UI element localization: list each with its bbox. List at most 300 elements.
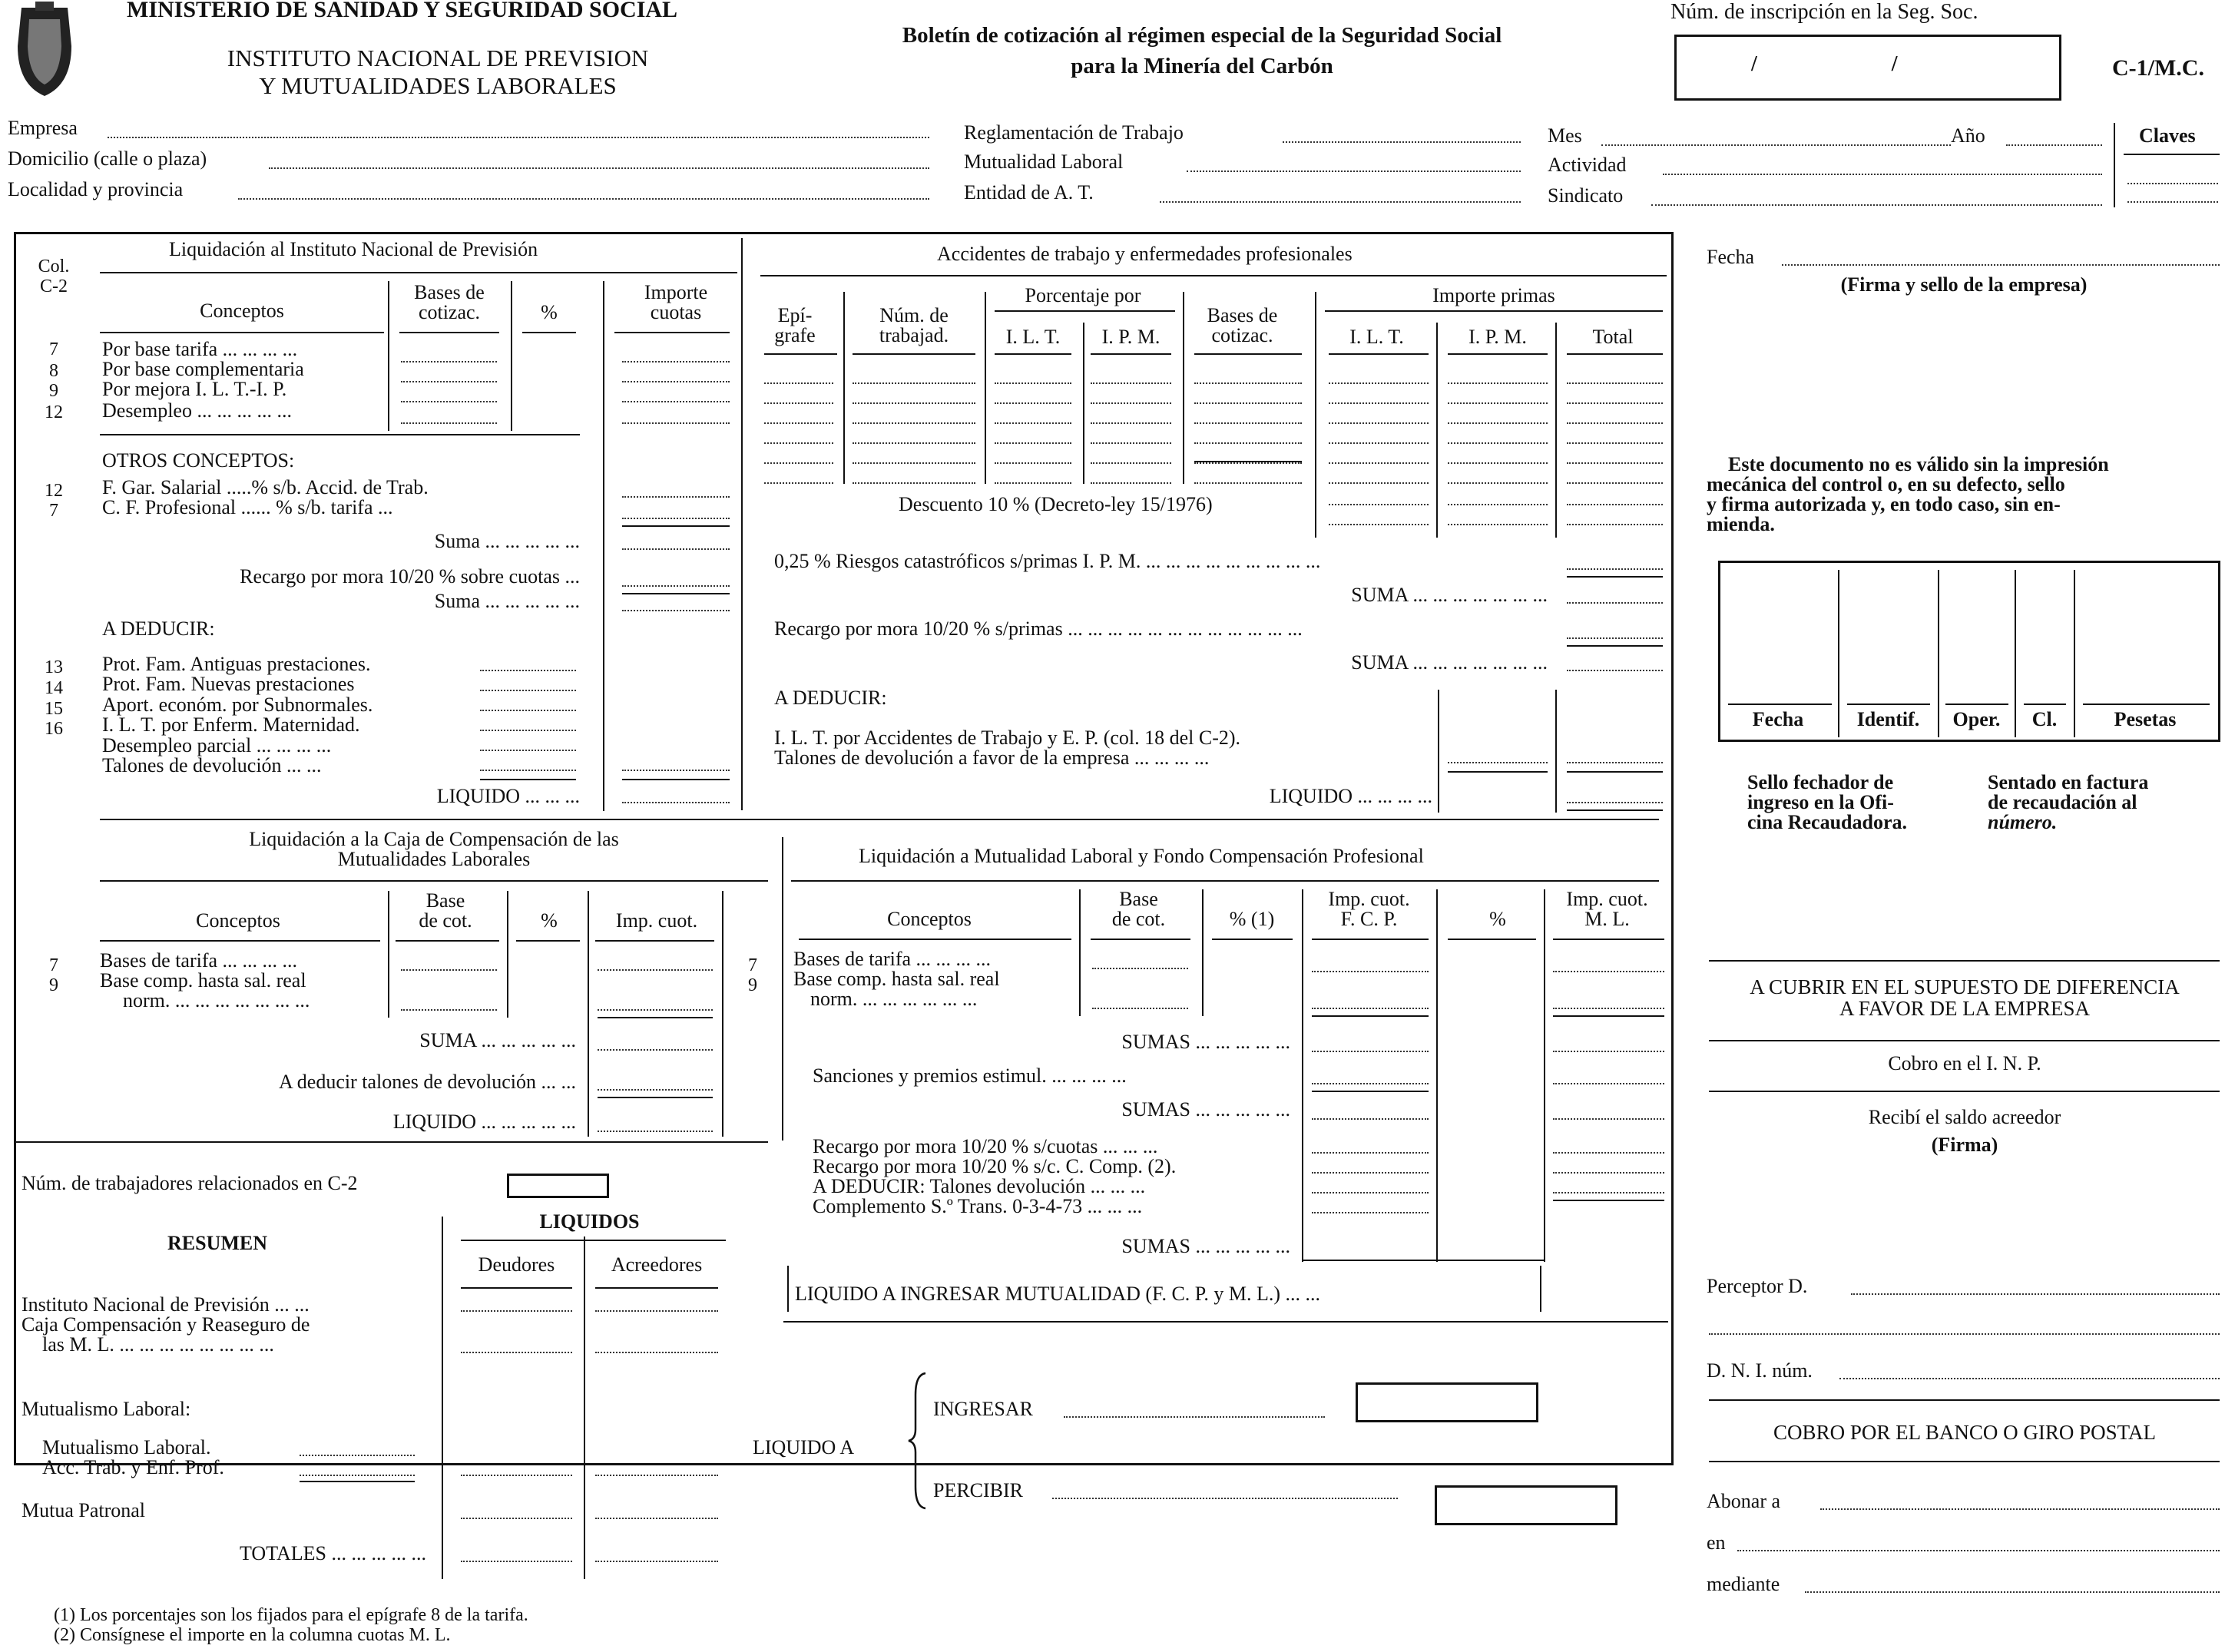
acc-entry-field[interactable] xyxy=(1091,462,1171,464)
mut-row-label: Base comp. hasta sal. real xyxy=(793,968,1000,990)
mediante-label: mediante xyxy=(1707,1573,1780,1595)
mut-fcp-field[interactable] xyxy=(1312,1192,1429,1193)
acc-entry-field[interactable] xyxy=(853,442,975,444)
mut-title: Liquidación a Mutualidad Laboral y Fondo Compensación Profesional xyxy=(859,845,1424,867)
acc-entry-field[interactable] xyxy=(1567,442,1663,444)
inp-row-label: Aport. económ. por Subnormales. xyxy=(102,694,373,716)
caja-row-label: Bases de tarifa ... ... ... ... xyxy=(100,949,298,972)
acc-entry-field[interactable] xyxy=(1448,462,1548,464)
inp-deduct-field[interactable] xyxy=(480,690,576,691)
acc-entry-field[interactable] xyxy=(995,482,1071,484)
inp-cuota-field[interactable] xyxy=(622,548,730,550)
stamp-col-oper: Oper. xyxy=(1952,708,2001,730)
acc-entry-field[interactable] xyxy=(995,382,1071,384)
inp-row-col: 7 xyxy=(49,501,58,521)
acc-entry-field[interactable] xyxy=(1194,482,1302,484)
inp-row-col: 16 xyxy=(45,719,63,739)
mut-ml-field[interactable] xyxy=(1553,1118,1664,1120)
mut-deducir: A DEDUCIR: Talones devolución ... ... ... xyxy=(813,1175,1146,1197)
coat-of-arms-icon xyxy=(6,0,83,100)
acc-entry-field[interactable] xyxy=(853,482,975,484)
mut-row-label: Bases de tarifa ... ... ... ... xyxy=(793,948,992,970)
resumen-liquidos: LIQUIDOS xyxy=(539,1210,640,1233)
acc-entry-field[interactable] xyxy=(1091,442,1171,444)
caja-base-field[interactable] xyxy=(401,969,497,971)
resumen-title: RESUMEN xyxy=(167,1232,267,1254)
acc-h-pct: Porcentaje por xyxy=(1025,284,1141,306)
mut-fcp-field[interactable] xyxy=(1312,1212,1429,1213)
sentado-line-2: de recaudación al xyxy=(1988,791,2137,813)
caja-title-2: Mutualidades Laborales xyxy=(337,848,531,870)
acc-entry-field[interactable] xyxy=(1567,524,1663,525)
num-trab-label: Núm. de trabajadores relacionados en C-2 xyxy=(22,1172,358,1194)
abonar-field[interactable] xyxy=(1820,1508,2220,1510)
footnote-2: (2) Consígnese el importe en la columna cuotas M. L. xyxy=(54,1625,451,1645)
mut-h-conceptos: Conceptos xyxy=(887,908,972,930)
acc-total-field[interactable] xyxy=(1567,602,1663,604)
brace-icon xyxy=(906,1372,929,1510)
resumen-entry-field[interactable] xyxy=(595,1310,718,1312)
ingresar-box[interactable] xyxy=(1356,1382,1538,1422)
acc-recargo: Recargo por mora 10/20 % s/primas ... ... ... ... ... ... ... ... ... ... ... ... xyxy=(774,617,1303,640)
nota-line-3: y firma autorizada y, en todo caso, sin en- xyxy=(1707,493,2061,515)
resumen-mut-laboral: Mutualismo Laboral. xyxy=(42,1436,211,1458)
reglamentacion-label: Reglamentación de Trabajo xyxy=(964,121,1184,144)
acc-entry-field[interactable] xyxy=(1448,524,1548,525)
col-label-1: Col. xyxy=(38,257,70,276)
resumen-entry-field[interactable] xyxy=(461,1561,572,1562)
inp-cuota-field[interactable] xyxy=(622,518,730,519)
mutualidad-field[interactable] xyxy=(1187,170,1521,172)
mut-sumas-3: SUMAS ... ... ... ... ... xyxy=(1121,1235,1290,1257)
cobro-inp: Cobro en el I. N. P. xyxy=(1888,1052,2041,1074)
inp-deduct-field[interactable] xyxy=(480,670,576,671)
acc-entry-field[interactable] xyxy=(1567,482,1663,484)
inp-deduct-field[interactable] xyxy=(480,750,576,751)
acc-entry-field[interactable] xyxy=(1329,402,1429,404)
resumen-entry-field[interactable] xyxy=(595,1475,718,1476)
acc-entry-field[interactable] xyxy=(1567,422,1663,424)
fecha-field[interactable] xyxy=(1782,264,2220,266)
acc-entry-field[interactable] xyxy=(1329,504,1429,505)
acc-entry-field[interactable] xyxy=(995,402,1071,404)
mutualidad-label: Mutualidad Laboral xyxy=(964,151,1124,173)
mut-ml-field[interactable] xyxy=(1553,1172,1664,1174)
resumen-entry-field[interactable] xyxy=(595,1518,718,1519)
acc-deduct-field[interactable] xyxy=(1448,762,1548,763)
localidad-label: Localidad y provincia xyxy=(8,178,184,200)
resumen-entry-field[interactable] xyxy=(595,1561,718,1562)
inp-h-bases-2: cotizac. xyxy=(418,301,481,323)
mut-sanciones: Sanciones y premios estimul. ... ... ... ... xyxy=(813,1064,1127,1087)
acc-entry-field[interactable] xyxy=(853,422,975,424)
acc-entry-field[interactable] xyxy=(764,382,833,384)
empresa-label: Empresa xyxy=(8,117,78,139)
mut-fcp-field[interactable] xyxy=(1312,1051,1429,1052)
mut-fcp-field[interactable] xyxy=(1312,1152,1429,1154)
acc-total-field[interactable] xyxy=(1567,670,1663,671)
caja-cuota-field[interactable] xyxy=(598,1049,713,1051)
domicilio-label: Domicilio (calle o plaza) xyxy=(8,147,207,170)
acc-h-num: trabajad. xyxy=(879,324,949,346)
mut-ml-field[interactable] xyxy=(1553,1008,1664,1009)
institute-line-2: Y MUTUALIDADES LABORALES xyxy=(259,72,617,99)
acc-entry-field[interactable] xyxy=(1091,422,1171,424)
caja-h-imp: Imp. cuot. xyxy=(615,909,698,932)
caja-suma: SUMA ... ... ... ... ... xyxy=(419,1029,576,1051)
inp-liquido: LIQUIDO ... ... ... xyxy=(436,785,580,807)
acc-h-epigrafe: Epí- xyxy=(777,304,813,326)
inp-cuota-field[interactable] xyxy=(622,422,730,424)
inp-cuota-field[interactable] xyxy=(622,496,730,498)
caja-cuota-field[interactable] xyxy=(598,1089,713,1091)
mut-h-ml: M. L. xyxy=(1584,908,1630,930)
caja-h-base: de cot. xyxy=(419,909,472,932)
cubrir-line-1: A CUBRIR EN EL SUPUESTO DE DIFERENCIA xyxy=(1750,975,2180,998)
resumen-entry-field[interactable] xyxy=(461,1352,572,1353)
mut-h-base: de cot. xyxy=(1111,908,1166,930)
inp-row-col: 15 xyxy=(45,699,63,719)
acc-entry-field[interactable] xyxy=(764,462,833,464)
institute-line-1: INSTITUTO NACIONAL DE PREVISION xyxy=(227,45,649,71)
acc-entry-field[interactable] xyxy=(1567,504,1663,505)
inp-deduct-field[interactable] xyxy=(480,770,576,771)
acc-entry-field[interactable] xyxy=(1091,482,1171,484)
inp-row-col: 14 xyxy=(45,678,63,698)
sindicato-label: Sindicato xyxy=(1548,184,1624,207)
acc-entry-field[interactable] xyxy=(1329,422,1429,424)
acc-h-total: Total xyxy=(1592,326,1634,348)
acc-h-ilt2: I. L. T. xyxy=(1349,326,1404,348)
ingresar-label: INGRESAR xyxy=(933,1398,1034,1420)
mut-ml-field[interactable] xyxy=(1553,1051,1664,1052)
acc-h-epigrafe: grafe xyxy=(774,324,816,346)
entidad-field[interactable] xyxy=(1160,201,1521,203)
acc-entry-field[interactable] xyxy=(1194,462,1302,464)
acc-riesgos: 0,25 % Riesgos catastróficos s/primas I. P. M. ... ... ... ... ... ... ... ... ... xyxy=(774,550,1321,572)
ministry-name: MINISTERIO DE SANIDAD Y SEGURIDAD SOCIAL xyxy=(127,0,678,22)
domicilio-field[interactable] xyxy=(269,167,929,169)
inp-liquido-field[interactable] xyxy=(622,802,730,803)
cubrir-line-2: A FAVOR DE LA EMPRESA xyxy=(1839,997,2091,1020)
anio-field[interactable] xyxy=(2006,144,2102,146)
en-label: en xyxy=(1707,1531,1726,1554)
acc-entry-field[interactable] xyxy=(1329,524,1429,525)
inp-row-label: I. L. T. por Enferm. Maternidad. xyxy=(102,713,360,736)
caja-deducir: A deducir talones de devolución ... ... xyxy=(278,1071,576,1093)
mut-h-fcp: Imp. cuot. xyxy=(1328,888,1410,910)
inp-h-conceptos: Conceptos xyxy=(200,300,284,322)
num-trab-field[interactable] xyxy=(507,1174,609,1198)
inp-cuota-field[interactable] xyxy=(622,770,730,771)
fecha-label: Fecha xyxy=(1707,246,1755,268)
acc-entry-field[interactable] xyxy=(1329,482,1429,484)
inp-row-label: Por mejora I. L. T.-I. P. xyxy=(102,378,287,400)
acc-h-ilt: I. L. T. xyxy=(1005,326,1061,348)
mediante-field[interactable] xyxy=(1805,1591,2220,1593)
acc-total-field[interactable] xyxy=(1567,568,1663,570)
inp-h-bases-1: Bases de xyxy=(414,281,485,303)
percibir-box[interactable] xyxy=(1435,1485,1617,1525)
dni-field[interactable] xyxy=(1839,1378,2220,1379)
caja-title-1: Liquidación a la Caja de Compensación de las xyxy=(249,828,619,850)
acc-entry-field[interactable] xyxy=(995,422,1071,424)
inp-base-field[interactable] xyxy=(401,422,497,424)
mut-sumas-1: SUMAS ... ... ... ... ... xyxy=(1121,1031,1290,1053)
inp-h-importe-2: cuotas xyxy=(650,301,702,323)
inscription-value: / / xyxy=(1751,52,1898,76)
inp-row-col: 7 xyxy=(49,339,58,359)
firma-empresa: (Firma y sello de la empresa) xyxy=(1840,273,2088,296)
mut-h-pct1: % (1) xyxy=(1229,908,1275,930)
acc-h-bases: cotizac. xyxy=(1211,324,1273,346)
acc-entry-field[interactable] xyxy=(1448,482,1548,484)
caja-h-pct: % xyxy=(541,909,558,932)
acc-entry-field[interactable] xyxy=(995,462,1071,464)
ingresar-line[interactable] xyxy=(1064,1416,1325,1418)
stamp-col-cl: Cl. xyxy=(2031,708,2058,730)
form-code: C-1/M.C. xyxy=(2112,55,2204,81)
acc-h-num: Núm. de xyxy=(879,304,949,326)
nota-line-2: mecánica del control o, en su defecto, sello xyxy=(1707,473,2065,495)
acc-entry-field[interactable] xyxy=(1329,442,1429,444)
resumen-caja-1: Caja Compensación y Reaseguro de xyxy=(22,1313,310,1336)
mut-base-field[interactable] xyxy=(1092,1008,1188,1009)
form-title-1: Boletín de cotización al régimen especial de la Seguridad Social xyxy=(902,23,1502,48)
claves-field-2[interactable] xyxy=(2127,201,2218,203)
mut-row-col: 9 xyxy=(748,975,757,995)
acc-entry-field[interactable] xyxy=(1567,382,1663,384)
recibi-label: Recibí el saldo acreedor xyxy=(1868,1106,2061,1128)
resumen-entry-field[interactable] xyxy=(461,1475,572,1476)
resumen-inp: Instituto Nacional de Previsión ... ... xyxy=(22,1293,310,1316)
actividad-field[interactable] xyxy=(1663,174,2102,175)
mut-complemento: Complemento S.º Trans. 0-3-4-73 ... ... ... xyxy=(813,1195,1143,1217)
claves-label: Claves xyxy=(2139,124,2196,147)
acc-entry-field[interactable] xyxy=(1448,382,1548,384)
inp-cuota-field[interactable] xyxy=(622,610,730,611)
inp-deducir: A DEDUCIR: xyxy=(102,617,215,640)
inp-row-col: 12 xyxy=(45,402,63,422)
mut-recargo-2: Recargo por mora 10/20 % s/c. C. Comp. (2). xyxy=(813,1155,1177,1177)
acc-descuento: Descuento 10 % (Decreto-ley 15/1976) xyxy=(899,493,1213,515)
mut-ml-field[interactable] xyxy=(1553,1083,1664,1084)
acc-title: Accidentes de trabajo y enfermedades profesionales xyxy=(937,243,1353,265)
stamp-col-pesetas: Pesetas xyxy=(2114,708,2177,730)
inp-row-label: C. F. Profesional ...... % s/b. tarifa ... xyxy=(102,496,393,518)
mut-fcp-field[interactable] xyxy=(1312,1118,1429,1120)
acc-suma-1: SUMA ... ... ... ... ... ... ... xyxy=(1351,584,1548,606)
sello-line-1: Sello fechador de xyxy=(1747,771,1894,793)
mes-field[interactable] xyxy=(1601,144,1951,146)
claves-field-1[interactable] xyxy=(2127,183,2218,184)
inscription-label: Núm. de inscripción en la Seg. Soc. xyxy=(1670,0,1978,24)
inp-row-label: Prot. Fam. Antiguas prestaciones. xyxy=(102,653,371,675)
mut-ml-field[interactable] xyxy=(1553,971,1664,972)
acc-entry-field[interactable] xyxy=(1329,462,1429,464)
mut-base-field[interactable] xyxy=(1092,968,1188,969)
firma-perceptor: (Firma) xyxy=(1931,1134,1998,1156)
mut-sumas-2: SUMAS ... ... ... ... ... xyxy=(1121,1098,1290,1121)
localidad-field[interactable] xyxy=(238,198,929,200)
inp-otros: OTROS CONCEPTOS: xyxy=(102,449,295,472)
liquido-a-label: LIQUIDO A xyxy=(753,1436,855,1458)
caja-h-base: Base xyxy=(425,889,465,912)
acc-entry-field[interactable] xyxy=(1567,462,1663,464)
inp-base-field[interactable] xyxy=(401,381,497,382)
acc-entry-field[interactable] xyxy=(1329,382,1429,384)
inp-row-col: 13 xyxy=(45,657,63,677)
resumen-sub-field[interactable] xyxy=(300,1455,415,1456)
inp-row-col: 9 xyxy=(49,381,58,401)
acc-h-ipm2: I. P. M. xyxy=(1468,326,1527,348)
inp-recargo: Recargo por mora 10/20 % sobre cuotas ... xyxy=(240,565,580,588)
acc-liquido: LIQUIDO ... ... ... ... xyxy=(1269,785,1432,807)
percibir-label: PERCIBIR xyxy=(933,1479,1024,1501)
nota-line-1: Este documento no es válido sin la impresión xyxy=(1728,453,2109,475)
inp-row-label: Desempleo parcial ... ... ... ... xyxy=(102,734,332,756)
caja-h-conceptos: Conceptos xyxy=(196,909,280,932)
acc-entry-field[interactable] xyxy=(1448,442,1548,444)
acc-entry-field[interactable] xyxy=(995,442,1071,444)
caja-base-field[interactable] xyxy=(401,1009,497,1011)
mut-liquido: LIQUIDO A INGRESAR MUTUALIDAD (F. C. P. y M. L.) ... ... xyxy=(795,1283,1321,1305)
caja-cuota-field[interactable] xyxy=(598,969,713,971)
empresa-field[interactable] xyxy=(108,137,929,138)
acc-h-bases: Bases de xyxy=(1207,304,1278,326)
en-field[interactable] xyxy=(1737,1550,2220,1551)
resumen-acreedores: Acreedores xyxy=(611,1253,703,1276)
resumen-acc-trab: Acc. Trab. y Enf. Prof. xyxy=(42,1456,224,1478)
perceptor-field-2[interactable] xyxy=(1709,1333,2220,1335)
inp-row-label: Desempleo ... ... ... ... ... xyxy=(102,399,292,422)
acc-entry-field[interactable] xyxy=(1448,402,1548,404)
acc-liquido-field[interactable] xyxy=(1567,802,1663,803)
inp-row-col: 12 xyxy=(45,481,63,501)
inp-title: Liquidación al Instituto Nacional de Previsión xyxy=(169,238,538,260)
actividad-label: Actividad xyxy=(1548,154,1627,176)
inp-base-field[interactable] xyxy=(401,361,497,363)
acc-ded-1: I. L. T. por Accidentes de Trabajo y E. P. (col. 18 del C-2). xyxy=(774,727,1241,749)
resumen-entry-field[interactable] xyxy=(461,1310,572,1312)
mut-fcp-field[interactable] xyxy=(1312,971,1429,972)
caja-cuota-field[interactable] xyxy=(598,1009,713,1011)
acc-entry-field[interactable] xyxy=(764,402,833,404)
acc-entry-field[interactable] xyxy=(1567,402,1663,404)
acc-entry-field[interactable] xyxy=(1091,402,1171,404)
sello-line-3: cina Recaudadora. xyxy=(1747,811,1907,833)
mut-fcp-field[interactable] xyxy=(1312,1083,1429,1084)
resumen-entry-field[interactable] xyxy=(595,1352,718,1353)
stamp-col-identif: Identif. xyxy=(1856,708,1920,730)
acc-entry-field[interactable] xyxy=(1091,382,1171,384)
resumen-caja-2: las M. L. ... ... ... ... ... ... ... ... xyxy=(42,1333,274,1356)
sindicato-field[interactable] xyxy=(1651,204,2102,206)
mut-fcp-field[interactable] xyxy=(1312,1008,1429,1009)
inp-h-importe-1: Importe xyxy=(644,281,708,303)
perceptor-label: Perceptor D. xyxy=(1707,1275,1808,1297)
inp-cuota-field[interactable] xyxy=(622,381,730,382)
inp-cuota-field[interactable] xyxy=(622,401,730,402)
resumen-mutua-patronal: Mutua Patronal xyxy=(22,1499,146,1521)
reglamentacion-field[interactable] xyxy=(1283,141,1521,143)
mut-h-fcp: F. C. P. xyxy=(1340,908,1398,930)
caja-row-label: Base comp. hasta sal. real xyxy=(100,969,306,992)
acc-h-ipm: I. P. M. xyxy=(1101,326,1161,348)
mut-row-label: norm. ... ... ... ... ... ... xyxy=(810,988,978,1010)
resumen-totales: TOTALES ... ... ... ... ... xyxy=(240,1542,426,1564)
inp-suma-2: Suma ... ... ... ... ... xyxy=(434,590,580,612)
resumen-deudores: Deudores xyxy=(478,1253,555,1276)
percibir-line[interactable] xyxy=(1052,1498,1398,1499)
acc-entry-field[interactable] xyxy=(853,382,975,384)
inp-suma-1: Suma ... ... ... ... ... xyxy=(434,530,580,552)
mut-recargo-1: Recargo por mora 10/20 % s/cuotas ... ... ... xyxy=(813,1135,1158,1157)
stamp-col-fecha: Fecha xyxy=(1752,708,1804,730)
resumen-entry-field[interactable] xyxy=(461,1518,572,1519)
mut-h-ml: Imp. cuot. xyxy=(1566,888,1648,910)
acc-total-field[interactable] xyxy=(1567,637,1663,639)
mut-ml-field[interactable] xyxy=(1553,1192,1664,1193)
caja-liquido: LIQUIDO ... ... ... ... ... xyxy=(392,1111,576,1133)
sello-line-2: ingreso en la Ofi- xyxy=(1747,791,1894,813)
cobro-banco: COBRO POR EL BANCO O GIRO POSTAL xyxy=(1773,1421,2156,1444)
acc-entry-field[interactable] xyxy=(1448,504,1548,505)
acc-entry-field[interactable] xyxy=(764,422,833,424)
caja-liquido-field[interactable] xyxy=(598,1131,713,1132)
col-label-2: C-2 xyxy=(40,276,68,296)
inp-cuota-field[interactable] xyxy=(622,361,730,363)
abonar-label: Abonar a xyxy=(1707,1490,1781,1512)
acc-deducir: A DEDUCIR: xyxy=(774,687,887,709)
resumen-mutualismo: Mutualismo Laboral: xyxy=(22,1398,191,1420)
inp-cuota-field[interactable] xyxy=(622,585,730,587)
inp-base-field[interactable] xyxy=(401,401,497,402)
entidad-label: Entidad de A. T. xyxy=(964,181,1094,204)
inp-deduct-field[interactable] xyxy=(480,730,576,731)
acc-entry-field[interactable] xyxy=(764,482,833,484)
acc-entry-field[interactable] xyxy=(1194,382,1302,384)
acc-entry-field[interactable] xyxy=(1194,442,1302,444)
acc-entry-field[interactable] xyxy=(853,402,975,404)
acc-entry-field[interactable] xyxy=(1194,402,1302,404)
acc-entry-field[interactable] xyxy=(853,462,975,464)
inp-row-label: F. Gar. Salarial .....% s/b. Accid. de Trab. xyxy=(102,476,429,498)
mut-h-pct2: % xyxy=(1489,908,1506,930)
acc-entry-field[interactable] xyxy=(764,442,833,444)
inp-deduct-field[interactable] xyxy=(480,710,576,711)
acc-h-primas: Importe primas xyxy=(1432,284,1555,306)
sentado-line-3: número. xyxy=(1988,811,2058,833)
acc-total-field[interactable] xyxy=(1567,762,1663,763)
caja-row-label: norm. ... ... ... ... ... ... ... xyxy=(123,989,310,1011)
mut-h-base: Base xyxy=(1119,888,1158,910)
caja-row-col: 7 xyxy=(49,955,58,975)
inp-row-label: Por base complementaria xyxy=(102,358,304,380)
inp-row-label: Talones de devolución ... ... xyxy=(102,754,322,776)
dni-label: D. N. I. núm. xyxy=(1707,1359,1813,1382)
caja-row-col: 9 xyxy=(49,975,58,995)
inp-h-pct: % xyxy=(541,301,558,323)
mut-fcp-field[interactable] xyxy=(1312,1172,1429,1174)
footnote-1: (1) Los porcentajes son los fijados para el epígrafe 8 de la tarifa. xyxy=(54,1605,528,1625)
acc-entry-field[interactable] xyxy=(1194,422,1302,424)
acc-entry-field[interactable] xyxy=(1448,422,1548,424)
sentado-line-1: Sentado en factura xyxy=(1988,771,2149,793)
resumen-sub-field[interactable] xyxy=(300,1475,415,1476)
perceptor-field[interactable] xyxy=(1851,1293,2220,1295)
mut-ml-field[interactable] xyxy=(1553,1152,1664,1154)
